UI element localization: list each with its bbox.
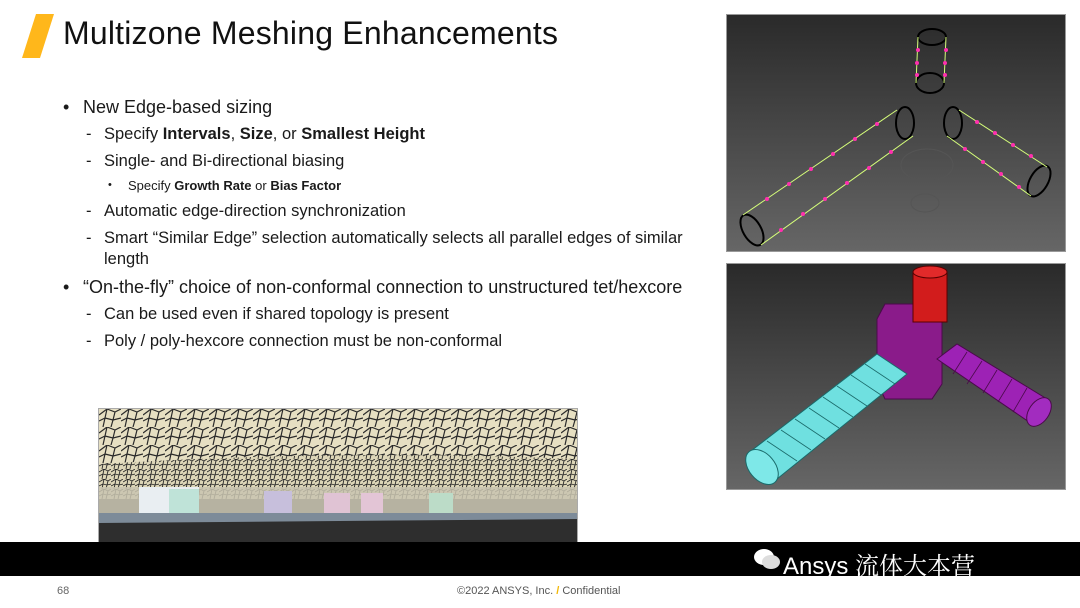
sub-bullet-item: - Single- and Bi-directional biasing [86, 152, 345, 171]
wechat-icon [753, 547, 781, 571]
edge-sizing-geometry-view [726, 14, 1066, 252]
bullet-item: • New Edge-based sizing [63, 97, 273, 117]
sub-bullet-item: - Smart “Similar Edge” selection automatically selects all parallel edges of similar length [86, 228, 683, 269]
sub-bullet-item: - Poly / poly-hexcore connection must be non-conformal [86, 332, 503, 351]
accent-slash [22, 14, 58, 58]
poly-hexcore-mesh-image [98, 408, 578, 545]
sub-bullet-item: - Automatic edge-direction synchronization [86, 201, 406, 220]
sub-bullet-item: - Can be used even if shared topology is present [86, 305, 449, 324]
watermark-text: Ansys 流体大本营 [783, 553, 976, 580]
sub-sub-bullet-item: • Specify Growth Rate or Bias Factor [108, 178, 342, 194]
bullet-list [60, 96, 710, 358]
footer-text: ©2022 ANSYS, Inc. / Confidential [457, 585, 621, 597]
page-number: 68 [57, 585, 70, 597]
slide-title: Multizone Meshing Enhancements [63, 15, 559, 51]
multizone-mesh-view [726, 263, 1066, 490]
sub-bullet-item: - Specify Intervals, Size, or Smallest Height [86, 125, 426, 144]
bullet-item: • “On-the-fly” choice of non-conformal connection to unstructured tet/hexcore [63, 277, 683, 298]
